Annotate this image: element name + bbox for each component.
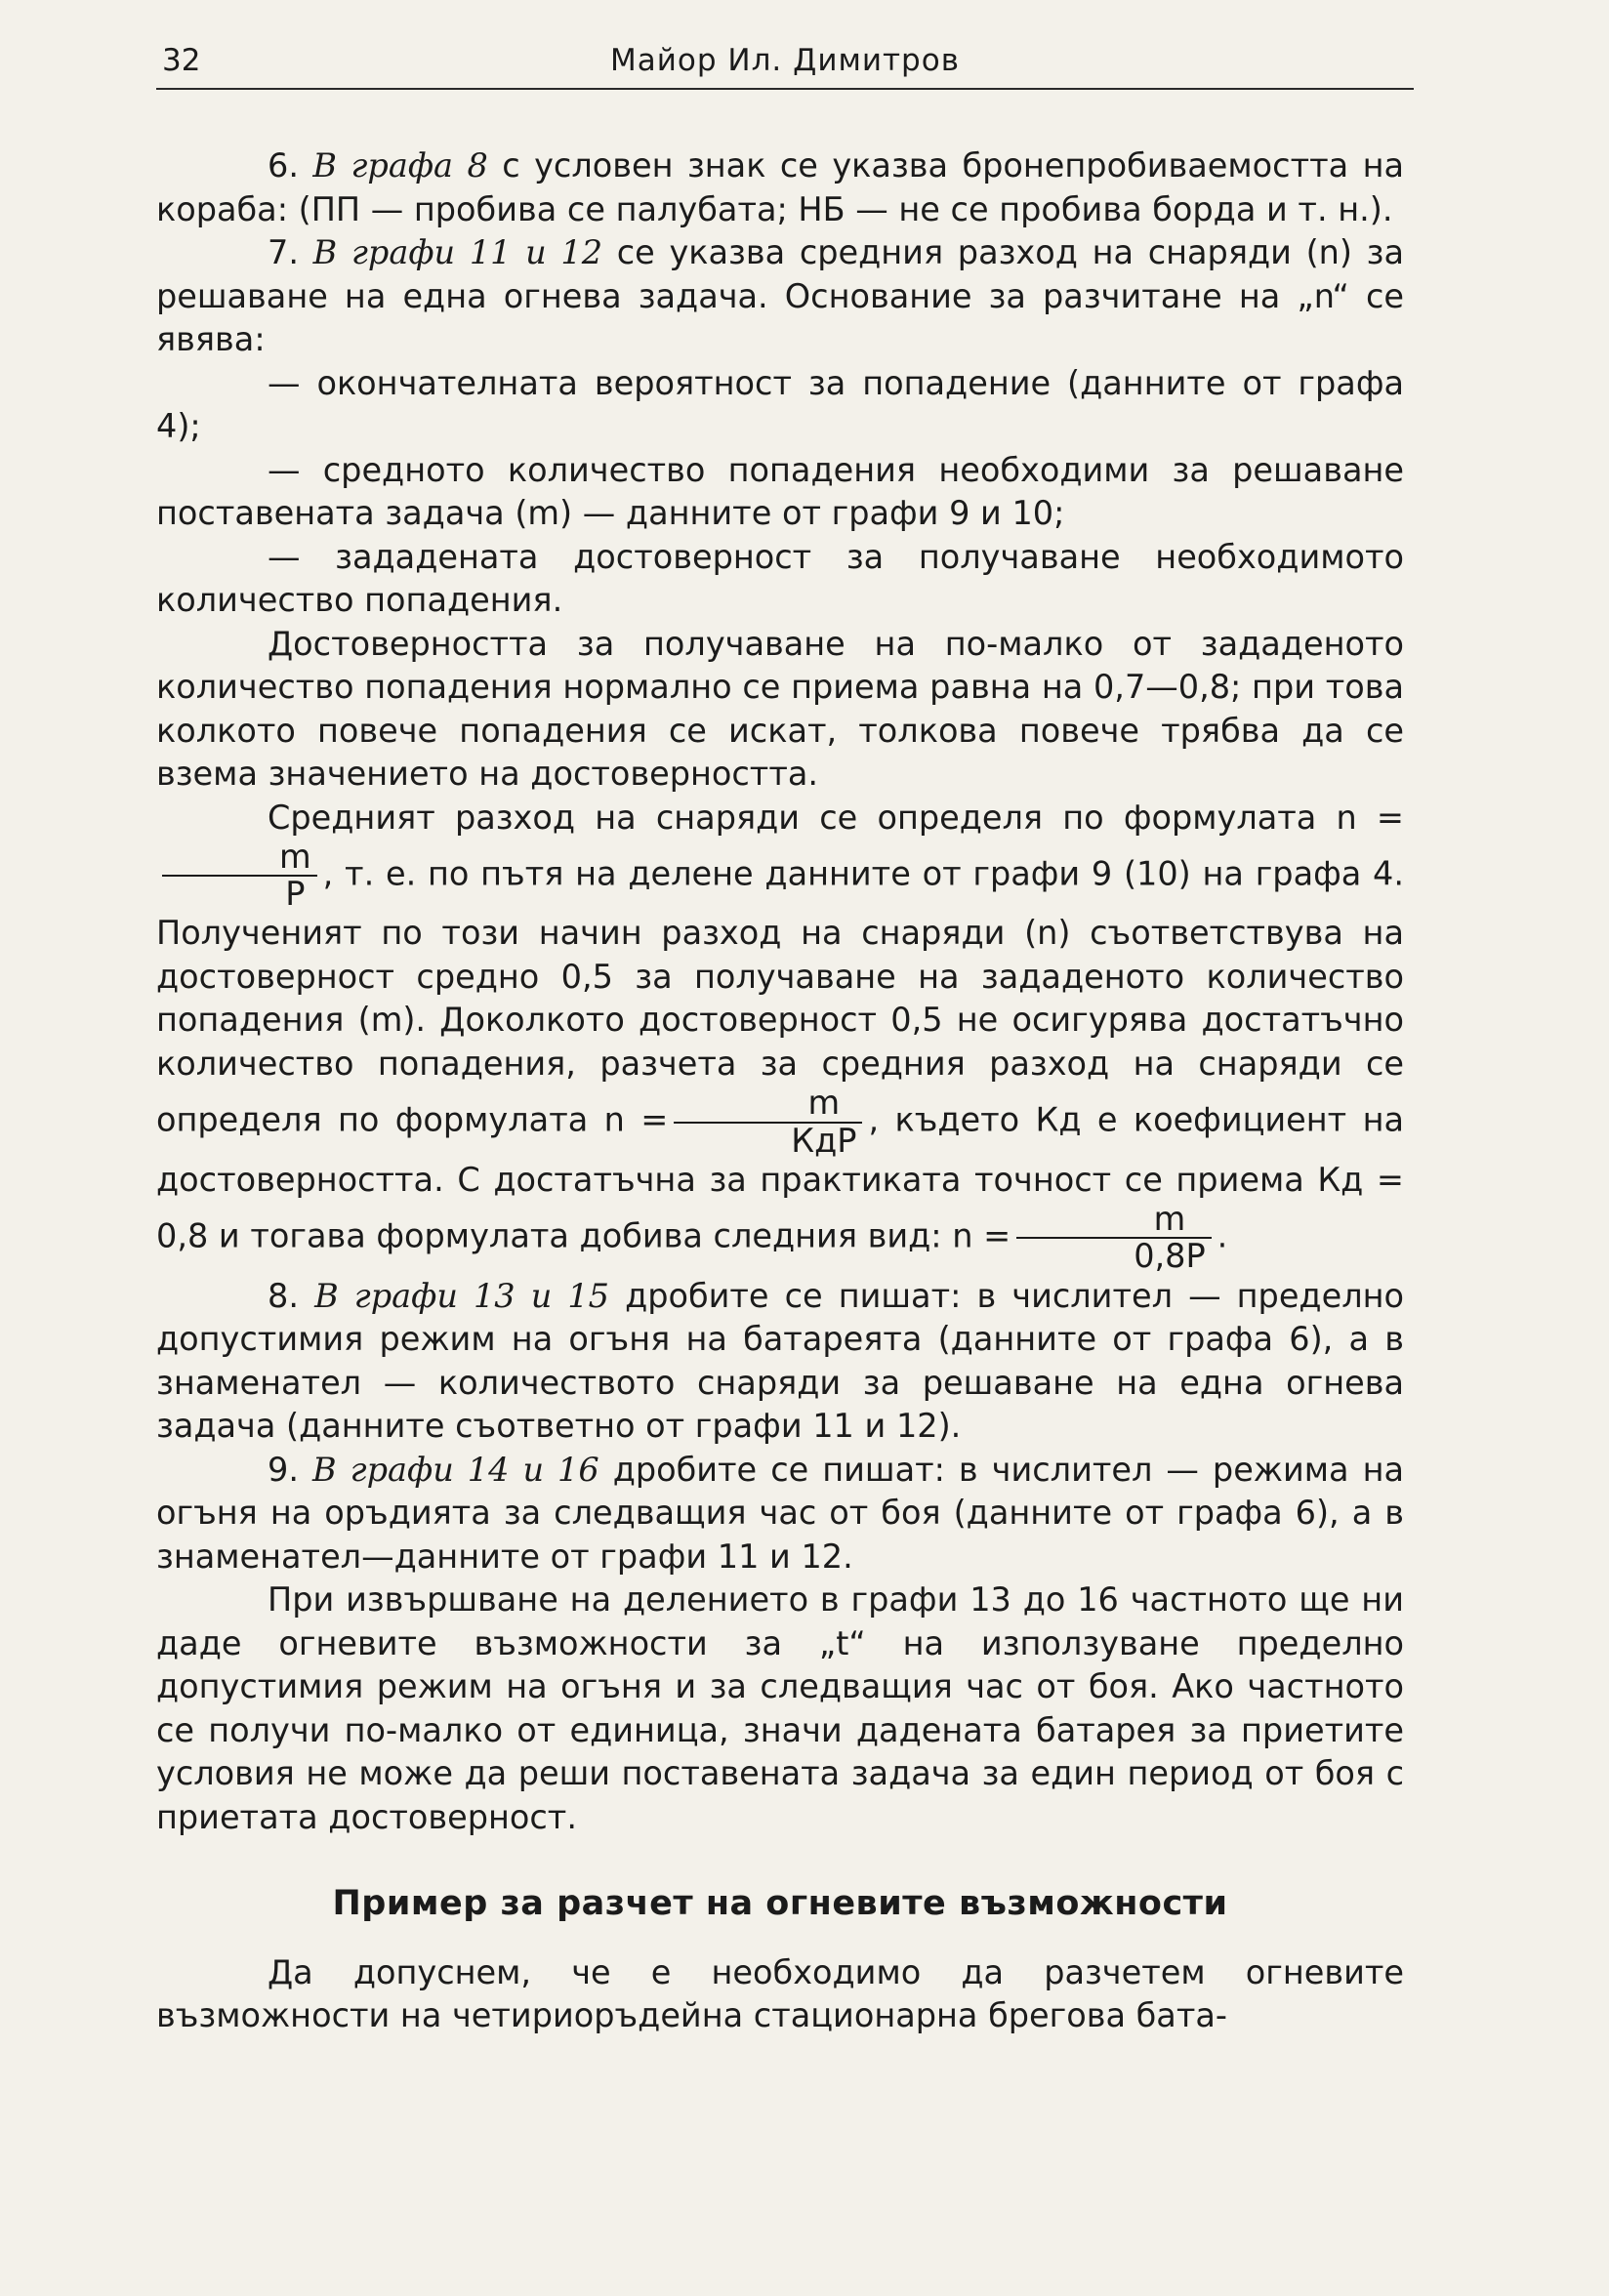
paragraph-text: дробите се пишат: в числител — режима на огъня на оръдията за следващия час от боя (данните от графа 6), а в знаменател—данните от графи 11 и 12. — [156, 1450, 1405, 1576]
formula-lhs: n = — [1336, 798, 1404, 837]
paragraph-text: , т. е. по пътя на делене данните от графи 9 (10) на графа 4. Полученият по този начин разход на снаряди (n) съответствува на достоверност средно 0,5 за получаване на зададеното количество попадения (m). Доколкото достоверност 0,5 не осигурява достатъчно количество попадения, разчета за средния разход на снаряди се определя по формулата n = — [156, 854, 1404, 1140]
bullet-1: — окончателната вероятност за попадение (данните от графа 4); — [156, 363, 1404, 445]
paragraph-7 — [156, 231, 1404, 362]
column-reference: В графи 11 и 12 — [312, 233, 603, 271]
item-number: 9. — [268, 1450, 299, 1489]
bullet-3: — зададената достоверност за получаване необходимото количество попадения. — [156, 537, 1404, 619]
column-reference: В графи 14 и 16 — [312, 1450, 599, 1489]
paragraph-text: Средният разход на снаряди се определя по формулата — [268, 798, 1317, 837]
item-number: 7. — [268, 233, 299, 271]
paragraph-division: При извършване на делението в графи 13 до 16 частното ще ни даде огневите възможности за „t“ на използуване пределно допустимия режим на огъня и за следващия час от боя. Ако частното се получи по-малко от единица, значи дадената батарея за приетите условия не може да реши поставената задача за един период от боя с приетата достоверност. — [156, 1580, 1404, 1836]
column-reference: В графи 13 и 15 — [314, 1276, 609, 1315]
fraction-2 — [674, 1086, 862, 1158]
paragraph-example: Да допуснем, че е необходимо да разчетем огневите възможности на четириоръдейна стационарна брегова бата- — [156, 1952, 1404, 2035]
paragraph-mean-consumption — [156, 797, 1404, 1275]
paragraph-text: , където Кд е коефициент на достоверността. С достатъчна за практиката точност се приема Кд = 0,8 и тогава формулата добива следния вид: n = — [156, 1101, 1405, 1255]
column-reference: В графа 8 — [312, 146, 488, 184]
numerator: m — [807, 1084, 841, 1123]
numerator: m — [1153, 1200, 1186, 1239]
page-header — [156, 0, 1414, 90]
paragraph-reliability: Достоверността за получаване на по-малко от зададеното количество попадения нормално се приема равна на 0,7—0,8; при това колкото повече попадения се искат, толкова повече трябва да се взема значението на достоверността. — [156, 624, 1404, 793]
fraction-3 — [1016, 1202, 1211, 1274]
bullet-2: — средното количество попадения необходими за решаване поставената задача (m) — данните от графи 9 и 10; — [156, 450, 1404, 532]
denominator: P — [162, 875, 317, 912]
paragraph-text: се указва средния разход на снаряди (n) за решаване на една огнева задача. Основание за разчитане на „n“ се явява: — [156, 233, 1405, 358]
numerator: m — [279, 838, 311, 876]
paragraph-text: дробите се пишат: в числител — пределно допустимия режим на огъня на батареята (данните от графа 6), а в знаменател — количеството снаряди за решаване на една огнева задача (данните съответно от графи 11 и 12). — [156, 1276, 1405, 1446]
running-title: Майор Ил. Димитров — [610, 43, 960, 78]
denominator: КдP — [674, 1122, 862, 1159]
punctuation: . — [1217, 1216, 1228, 1255]
paragraph-text: с условен знак се указва бронепробиваемостта на кораба: (ПП — пробива се палубата; НБ — не се пробива борда и т. н.). — [156, 146, 1404, 228]
denominator: 0,8P — [1016, 1237, 1211, 1274]
page-body — [156, 90, 1404, 2038]
paragraph-8 — [156, 1275, 1404, 1449]
item-number: 8. — [268, 1276, 299, 1315]
paragraph-9 — [156, 1449, 1404, 1579]
page-number: 32 — [162, 43, 201, 78]
fraction-1 — [162, 840, 317, 912]
paragraph-6 — [156, 144, 1404, 231]
item-number: 6. — [268, 146, 299, 184]
section-heading: Пример за разчет на огневите възможности — [332, 1884, 1228, 1924]
